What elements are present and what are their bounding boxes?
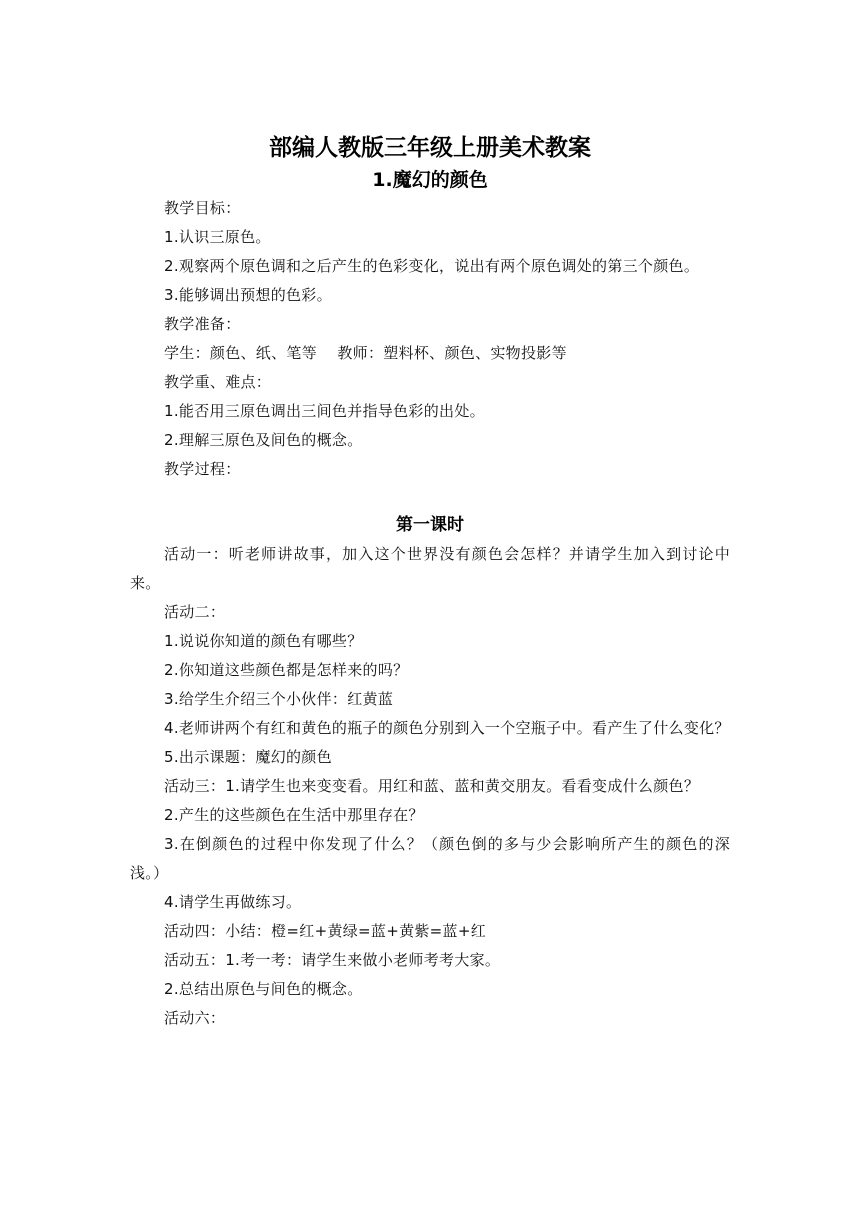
paragraph: 教学准备：	[164, 315, 241, 333]
period-heading: 第一课时	[396, 515, 464, 535]
paragraph: 5.出示课题：魔幻的颜色	[164, 748, 332, 766]
paragraph: 学生：颜色、纸、笔等 教师：塑料杯、颜色、实物投影等	[164, 344, 567, 362]
paragraph: 活动三：1.请学生也来变变看。用红和蓝、蓝和黄交朋友。看看变成什么颜色？	[164, 777, 700, 795]
paragraph: 4.请学生再做练习。	[164, 893, 302, 911]
paragraph: 活动一：听老师讲故事，加入这个世界没有颜色会怎样？并请学生加入到讨论中来。	[130, 545, 730, 592]
paragraph: 活动二：	[164, 603, 226, 621]
paragraph: 1.说说你知道的颜色有哪些？	[164, 632, 363, 650]
paragraph: 2.观察两个原色调和之后产生的色彩变化，说出有两个原色调处的第三个颜色。	[164, 257, 700, 275]
paragraph: 1.能否用三原色调出三间色并指导色彩的出处。	[164, 402, 485, 420]
paragraph: 2.你知道这些颜色都是怎样来的吗？	[164, 661, 409, 679]
paragraph: 2.理解三原色及间色的概念。	[164, 431, 363, 449]
paragraph: 教学重、难点：	[164, 373, 272, 391]
paragraph: 3.在倒颜色的过程中你发现了什么？（颜色倒的多与少会影响所产生的颜色的深浅。）	[130, 835, 730, 882]
lesson-title: 1.魔幻的颜色	[372, 169, 488, 191]
paragraph: 活动四：小结：橙=红+黄绿=蓝+黄紫=蓝+红	[164, 922, 487, 940]
paragraph: 活动五：1.考一考：请学生来做小老师考考大家。	[164, 951, 501, 969]
paragraph: 教学过程：	[164, 460, 241, 478]
paragraph: 4.老师讲两个有红和黄色的瓶子的颜色分别到入一个空瓶子中。看产生了什么变化？	[164, 719, 730, 737]
paragraph: 3.能够调出预想的色彩。	[164, 286, 332, 304]
paragraph: 教学目标：	[164, 199, 241, 217]
section-process	[130, 540, 730, 1033]
paragraph: 3.给学生介绍三个小伙伴：红黄蓝	[164, 690, 394, 708]
paragraph: 2.产生的这些颜色在生活中那里存在？	[164, 806, 424, 824]
section-objectives	[130, 194, 730, 484]
paragraph: 1.认识三原色。	[164, 228, 271, 246]
paragraph: 2.总结出原色与间色的概念。	[164, 980, 363, 998]
paragraph: 活动六：	[164, 1009, 226, 1027]
document-title: 部编人教版三年级上册美术教案	[269, 135, 591, 161]
